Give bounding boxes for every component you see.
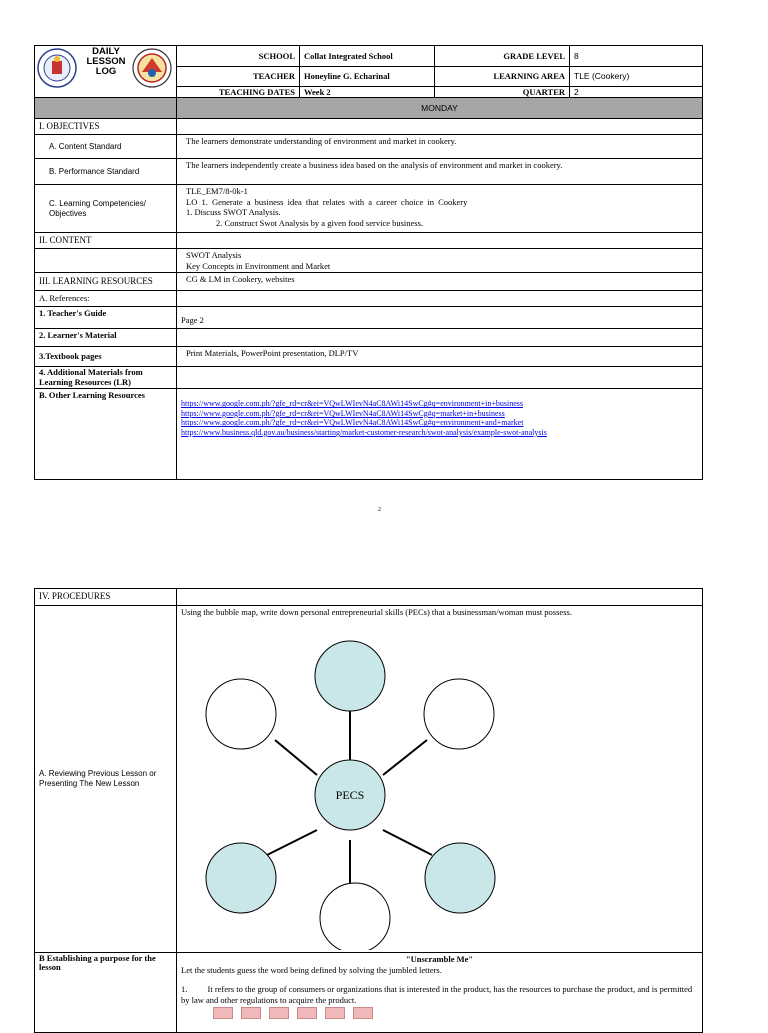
link-environment-in-business[interactable]: https://www.google.com.ph/?gfe_rd=cr&ei=VQwLWIevN4aC8AWi14SwCg#q=environment+in+business <box>181 399 523 409</box>
purpose-label: B Establishing a purpose for the lesson <box>35 953 177 1033</box>
competencies-label: C. Learning Competencies/ Objectives <box>35 185 177 233</box>
school-value: Collat Integrated School <box>300 46 435 67</box>
connector-top-right <box>383 740 427 775</box>
school-label: SCHOOL <box>177 46 300 67</box>
resources-heading-value: CG & LM in Cookery, websites <box>177 273 703 291</box>
performance-standard-label: B. Performance Standard <box>35 159 177 185</box>
procedures-heading: IV. PROCEDURES <box>35 589 177 606</box>
letter-tile[interactable] <box>353 1007 373 1019</box>
purpose-item-text: It refers to the group of consumers or organizations that is interested in the product, has the resources to purchase the product, and is permitted by law and other regulations to acquire the product. <box>181 984 693 1005</box>
letter-tile[interactable] <box>325 1007 345 1019</box>
purpose-instruction: Let the students guess the word being defined by solving the jumbled letters. <box>181 964 442 975</box>
competency-code: TLE_EM7/8-0k-1 <box>186 186 248 196</box>
textbook-label: 3.Textbook pages <box>35 347 177 367</box>
competencies-cell <box>177 185 703 233</box>
competency-1: 1. Discuss SWOT Analysis. <box>186 207 281 218</box>
area-label: LEARNING AREA <box>435 67 570 87</box>
content-cell <box>177 249 703 273</box>
additional-materials-label: 4. Additional Materials from Learning Resources (LR) <box>35 367 177 389</box>
teacher-value: Honeyline G. Echarinal <box>300 67 435 87</box>
connector-top-left <box>275 740 317 775</box>
page-number: 2 <box>378 507 381 513</box>
content-label-blank <box>35 249 177 273</box>
purpose-cell <box>177 953 703 1033</box>
teachers-guide-value: Page 2 <box>177 307 703 329</box>
bubble-bottom-right[interactable] <box>425 843 495 913</box>
letter-tile[interactable] <box>241 1007 261 1019</box>
content-heading: II. CONTENT <box>35 233 177 249</box>
review-lesson-label: A. Reviewing Previous Lesson or Presenting The New Lesson <box>35 606 177 953</box>
content-standard-text: The learners demonstrate understanding of environment and market in cookery. <box>177 135 703 159</box>
textbook-value: Print Materials, PowerPoint presentation, DLP/TV <box>177 347 703 367</box>
content-standard-label: A. Content Standard <box>35 135 177 159</box>
teachers-guide-label: 1. Teacher's Guide <box>35 307 177 329</box>
area-value: TLE (Cookery) <box>570 67 703 87</box>
bubble-map <box>177 620 507 950</box>
references-label: A. References: <box>35 291 177 307</box>
references-blank <box>177 291 703 307</box>
purpose-item <box>181 984 698 1005</box>
content-blank <box>177 233 703 249</box>
content-line-2: Key Concepts in Environment and Market <box>186 260 331 271</box>
bubble-center-label: PECS <box>335 788 365 802</box>
objectives-heading: I. OBJECTIVES <box>35 119 177 135</box>
quarter-label: QUARTER <box>435 87 570 99</box>
learners-material-label: 2. Learner's Material <box>35 329 177 347</box>
header-logo-cell <box>35 46 177 99</box>
letter-tile[interactable] <box>213 1007 233 1019</box>
day-heading: MONDAY <box>177 98 703 119</box>
content-line-1: SWOT Analysis <box>186 250 242 260</box>
purpose-title: "Unscramble Me" <box>405 954 474 964</box>
competency-lo: LO 1. Generate a business idea that relates with a career choice in Cookery <box>186 196 468 207</box>
resources-heading: III. LEARNING RESOURCES <box>35 273 177 291</box>
dates-label: TEACHING DATES <box>177 87 300 99</box>
jumbled-letter-tiles <box>213 1007 698 1019</box>
link-market-in-business[interactable]: https://www.google.com.ph/?gfe_rd=cr&ei=VQwLWIevN4aC8AWi14SwCg#q=market+in+business <box>181 408 505 418</box>
bubble-bottom[interactable] <box>320 883 390 950</box>
learners-material-blank <box>177 329 703 347</box>
quarter-value: 2 <box>570 87 703 99</box>
other-resources-links <box>177 389 703 480</box>
teacher-label: TEACHER <box>177 67 300 87</box>
connector-bottom-left <box>267 830 317 855</box>
performance-standard-text: The learners independently create a business idea based on the analysis of environment and market in cookery. <box>177 159 703 185</box>
bubble-top[interactable] <box>315 641 385 711</box>
day-blank-cell <box>35 98 177 119</box>
grade-label: GRADE LEVEL <box>435 46 570 67</box>
review-lesson-cell <box>177 606 703 953</box>
bubble-top-right[interactable] <box>424 679 494 749</box>
letter-tile[interactable] <box>269 1007 289 1019</box>
document-title: DAILY LESSON LOG <box>86 46 126 77</box>
bubble-top-left[interactable] <box>206 679 276 749</box>
objectives-blank <box>177 119 703 135</box>
purpose-item-number: 1. <box>181 984 188 995</box>
bubble-bottom-left[interactable] <box>206 843 276 913</box>
deped-seal-icon <box>37 48 77 88</box>
bubble-map-instruction: Using the bubble map, write down personal entrepreneurial skills (PECs) that a businessman/woman must possess. <box>181 607 572 617</box>
lesson-log-body <box>34 97 703 480</box>
procedures-table <box>34 588 703 1033</box>
region-seal-icon <box>132 48 172 88</box>
additional-materials-blank <box>177 367 703 389</box>
grade-value: 8 <box>570 46 703 67</box>
competency-2: 2. Construct Swot Analysis by a given food service business. <box>216 217 424 228</box>
procedures-blank <box>177 589 703 606</box>
connector-bottom-right <box>383 830 432 855</box>
other-resources-label: B. Other Learning Resources <box>35 389 177 480</box>
link-environment-and-market[interactable]: https://www.google.com.ph/?gfe_rd=cr&ei=VQwLWIevN4aC8AWi14SwCg#q=environment+and+market <box>181 418 524 428</box>
letter-tile[interactable] <box>297 1007 317 1019</box>
lesson-log-header <box>34 45 703 99</box>
dates-value: Week 2 <box>300 87 435 99</box>
link-swot-example[interactable]: https://www.business.qld.gov.au/business/starting/market-customer-research/swot-analysis/example-swot-analysis <box>181 428 547 438</box>
